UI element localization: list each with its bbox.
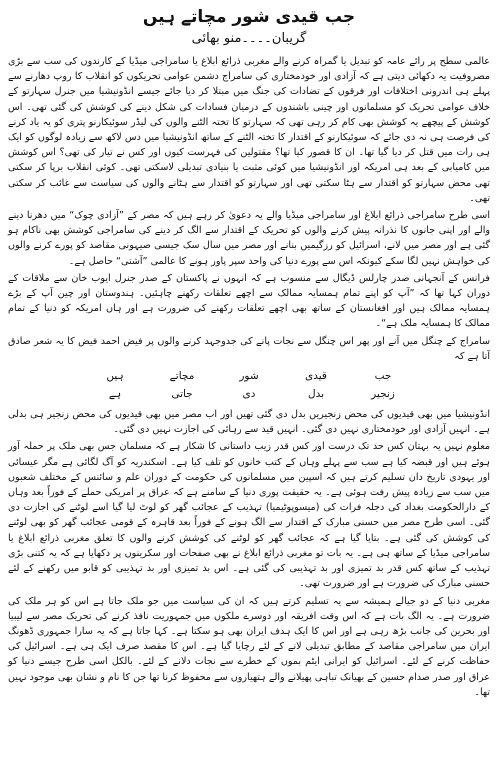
poem-line-1 (99, 367, 399, 385)
poem-word: زنجیر (371, 388, 395, 401)
article-paragraph: سامراج کے چنگل میں آنے اور پھر اس چنگل سے نجات پانے کی جدوجہد کرنے والوں پر فیض احمد فیض کا یہ شعر صادق آتا ہے کہ (8, 335, 490, 362)
poem-word: بدل (307, 388, 325, 401)
poem-couplet (99, 367, 399, 403)
article-paragraph: عالمی سطح پر رائے عامہ کو تبدیل یا گمراہ کرنے والے مغربی ذرائع ابلاغ یا سامراجی میڈیا کے کارندوں کی سب سے بڑی مصروفیت یہ دکھائی دیتی ہے کہ آزادی اور خودمختاری کی سامراج دشمن عوامی تحریکوں کو انقلاب کا روپ دھارنے سے پہلے ہی اندرونی اختلافات اور فرقوں کے تضادات کی جنگ میں مبتلا کر دیا جائے جیسے انڈونیشیا میں جنرل سہارتو کے خلاف عوامی تحریک کو مسلمانوں اور چینی باشندوں کے درمیان فسادات کی شکل دینے کی کوشش کی گئی تھی۔ اس کوشش کے پیچھے یہ کوشش بھی کام کر رہی تھی کہ سہارتو کا تختہ الٹنے والوں کی لیڈر سوئیکارنو پتری کو یہ یاد کرنے کی فرصت ہی نہ دی جائے کہ سوئیکارنو کے اقتدار کا تختہ الٹنے کے ساتھ انڈونیشیا میں دس لاکھ سے زیادہ لوگوں کو ایک ہی رات میں قتل کر دیا گیا تھا۔ ان کا قصور کیا تھا؟ مقتولین کی فہرست کیوں اور کس نے تیار کی تھی؟ اس کوشش میں کامیابی کے بعد ہی امریکہ اور انڈونیشیا میں کوئی مثبت یا بنیادی تبدیلی لاسکتی تھی۔ کوئی انقلاب برپا کر سکتی تھی محض سہارتو کو اقتدار سے ہٹا سکتی تھی اور سہارتو کو اقتدار سے ہٹانے والوں کی سیاست سے غائب کر سکتی تھی۔ (8, 56, 490, 204)
article-paragraph: فرانس کے آنجہانی صدر چارلس ڈیگال سے منسوب ہے کہ انہوں نے پاکستان کے صدر جنرل ایوب خان سے ملاقات کے دوران کہا تھا کہ ”آپ کو اپنے تمام ہمسایہ ممالک سے اچھے تعلقات رکھنے چاہئیں۔ ہندوستان اور چین آپ کے بڑے ہمسایہ ممالک ہیں اور افغانستان کے ساتھ بھی اچھے تعلقات رکھنے کی ضرورت ہے اور ہاں امریکہ کو دنیا کے تمام ممالک کا ہمسایہ ملک ہے“۔ (8, 272, 490, 330)
article-paragraph: انڈونیشیا میں بھی قیدیوں کی محض زنجیریں بدل دی گئی تھیں اور اب مصر میں بھی قیدیوں کی محض زنجیر ہی بدلی ہے۔ انہیں آزادی اور خودمختاری نہیں دی گئی۔ انہیں قید سے رہائی کی اجازت نہیں دی گئی۔ (8, 409, 490, 436)
poem-word: دی (242, 388, 256, 401)
article-byline: گریبان۔۔۔۔منو بھائی (191, 31, 307, 46)
poem-word: مچاتے (169, 370, 195, 383)
poem-word: ہے (108, 388, 122, 401)
poem-word: جاتی (171, 388, 193, 401)
poem-line-2 (99, 385, 399, 403)
article-title: جب قیدی شور مچاتے ہیں (142, 7, 356, 27)
article-paragraph: معلوم نہیں یہ بہتان کس حد تک درست اور کس قدر زیب داستانی کا شکار ہے کہ مسلمان جس بھی ملک پر حملہ آور ہوئے ہیں اور قبضہ کیا ہے سب سے پہلے وہاں کے کتب خانوں کو تلف کیا ہے۔ اسکندریہ کو آگ لگائی ہے مگر عیسائی اور یہودی تاریخ دان تسلیم کرتے ہیں کہ اسپین میں مسلمانوں کی حکومت کے دوران علم و سائنس کے مختلف شعبوں میں سب سے زیادہ پیش رفت ہوئی ہے۔ یہ حقیقت پوری دنیا کے سامنے ہے کہ عراق پر امریکی حملے کے فوراً بعد وہاں کے دارالحکومت بغداد کی دجلہ فرات کی (میسوپوٹیمیا) تہذیب کے عجائب گھر کو لوٹ لیا گیا اسے لوٹنے کی اجازت دی گئی۔ اسی طرح مصر میں حسنی مبارک کے اقتدار سے الگ ہونے کے فوراً بعد قاہرہ کے قومی عجائب گھر کو بھی لوٹنے کی کوشش کی گئی ہے۔ بتایا گیا ہے کہ عجائب گھر کو لوٹنے کی کوشش کرنے والوں کا تعلق مغربی ذرائع ابلاغ یا سامراجی میڈیا کے ساتھ ہی ہے۔ یہ بات تو مغربی ذرائع ابلاغ نے بھی صفحات اور سکرینوں پر دکھایا ہے کہ یہ کتنی بڑی تہذیب کے ساتھ کس قدر بد تمیزی اور بد تہذیبی کی گئی ہے۔ اس بد تمیزی اور بد تہذیبی کو قابو میں رکھنے کے لئے حسنی مبارک کی ضرورت ہے اور ضرورت تھی۔ (8, 441, 490, 590)
article-paragraph: اسی طرح سامراجی ذرائع ابلاغ اور سامراجی میڈیا والے یہ دعویٰ کر رہے ہیں کہ مصر کے ”آزادی چوک“ میں دھرنا دینے والے اور اپنی جانوں کا نذرانہ پیش کرنے والوں کو تحریک کے اقتدار سے الگ کر دینے کی سامراجی کوشش بھی ناکام ہو گئی ہے اور مصر میں لانے، اسرائیل کو رزگیمیں بنانے اور مصر میں سال سک جیسی صیہونی مقاصد کو پورے کرنے والوں کی خواہش نہیں لگا سکے کیونکہ اس سے پورے دنیا کی واحد سپر پاور ہونے کا عالمی ”آشتی“ حاصل ہے۔ (8, 210, 490, 267)
poem-word: شور (239, 370, 259, 383)
poem-word: قیدی (305, 370, 327, 383)
poem-word: جب (374, 370, 392, 383)
article-paragraph: مغربی دنیا کے دو جیالے ہمیشہ سے یہ تسلیم کرتے ہیں کہ ان کی سیاست میں جو ملک جاتا ہے اس کو ہر ملک کی ضرورت ہے۔ یہ الگ بات ہے کہ اس وقت افریقہ اور دوسرے ملکوں میں جمہوریت نافذ کرنے کی تحریک مصر سے لیبیا اور بحرین کی جانب بڑھ رہی ہے اور اس کا ایک ہدف ایران بھی ہو سکتا ہے۔ کہا جاتا ہے کہ یہ سارا جمہوری ڈھونگ ایران میں سامراجی مقاصد کے مطابق تبدیلی لانے کے لئے رچایا گیا ہے۔ اس کا مقصد صرف ایک ہی ہے۔ اسرائیل کی حفاظت کرنے کے لئے۔ اسرائیل کو ایرانی ایٹم بموں کے خطرے سے نجات دلانے کے لئے۔ بالکل اسی طرح جیسے دنیا کو عراق اور صدر صدام حسین کے بھیانک تباہی پھیلانے والے ہتھیاروں سے محفوظ کرنا تھا جن کا نام و نشان بھی موجود نہیں تھا۔ (8, 595, 490, 698)
poem-word: ہیں (106, 370, 124, 383)
